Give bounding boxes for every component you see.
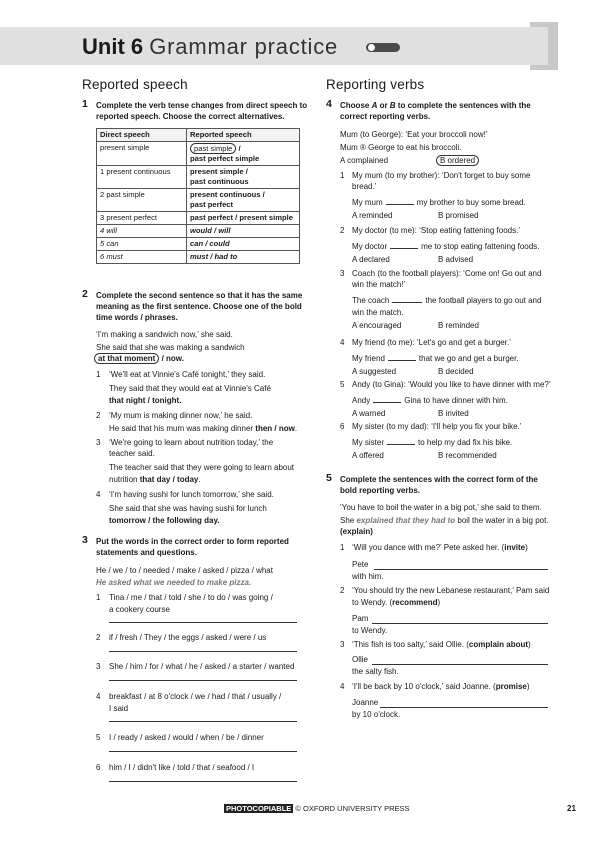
item-quote: ‘I'm having sushi for lunch tomorrow,’ she said. — [109, 490, 274, 499]
ex5-example-line: She explained that they had to boil the water in a big pot. — [340, 516, 549, 525]
item-quote: ‘We'll eat at Vinnie's Café tonight,’ they said. — [109, 370, 266, 379]
answer-line[interactable] — [374, 569, 548, 570]
level-pill-icon — [366, 43, 400, 52]
level-dot-icon — [368, 44, 375, 51]
option-a[interactable]: A reminded — [352, 211, 393, 220]
option-a[interactable]: A encouraged — [352, 321, 402, 330]
table-cell: present simple — [97, 142, 187, 166]
item-quote: Coach (to the football players): ‘Come on! Go out and — [352, 269, 542, 278]
ex3-example-words: He / we / to / needed / make / asked / pizza / what — [96, 566, 273, 575]
option-a[interactable]: A offered — [352, 451, 384, 460]
ex2-instruction: Complete the second sentence so that it has the same — [96, 291, 303, 300]
section-label: Grammar practice — [149, 34, 339, 59]
ex1-instruction: Complete the verb tense changes from direct speech to — [96, 101, 308, 110]
option-a: A complained — [340, 156, 389, 165]
item-subject: Ollie — [352, 655, 369, 664]
option-b — [436, 155, 479, 166]
footer — [224, 804, 410, 813]
table-row — [97, 251, 300, 264]
ex5-example-quote: ‘You have to boil the water in a big pot,’ she said to them. — [340, 503, 542, 512]
ex3-instruction: Put the words in the correct order to form reported — [96, 537, 289, 546]
item-sentence: They said that they would eat at Vinnie's Café — [109, 384, 271, 393]
item-quote: My sister (to my dad): ‘I'll help you fix your bike.’ — [352, 422, 522, 431]
item-sentence: My doctor me to stop eating fattening foods. — [352, 242, 540, 251]
ex2-example-line: She said that she was making a sandwich — [96, 343, 245, 352]
answer-line[interactable] — [109, 680, 297, 681]
item-number: 3 — [340, 640, 345, 649]
col-direct-speech: Direct speech — [97, 129, 187, 142]
tense-table — [96, 128, 300, 264]
item-quote: ‘Will you dance with me?’ Pete asked her. (invite) — [352, 543, 528, 552]
table-cell: 6 must — [97, 251, 187, 264]
option-b[interactable]: B invited — [438, 409, 469, 418]
item-number: 2 — [96, 633, 101, 642]
item-number: 1 — [340, 543, 345, 552]
answer-gap[interactable] — [373, 395, 401, 403]
option-b[interactable]: B promised — [438, 211, 479, 220]
item-quote-2: to Wendy. (recommend) — [352, 598, 441, 607]
item-quote: My doctor (to me): ‘Stop eating fattening foods.’ — [352, 226, 521, 235]
item-ending: the salty fish. — [352, 667, 399, 676]
ex2-example-answer: at that moment / now. — [94, 353, 184, 364]
heading-reported-speech: Reported speech — [82, 77, 188, 92]
item-number: 4 — [340, 338, 345, 347]
table-row — [97, 189, 300, 212]
copyright: © OXFORD UNIVERSITY PRESS — [295, 804, 410, 813]
item-number: 4 — [96, 692, 101, 701]
item-quote-2: win the match!’ — [352, 280, 406, 289]
table-cell: 1 present continuous — [97, 166, 187, 189]
item-quote: ‘We're going to learn about nutrition today,’ the — [109, 438, 274, 447]
item-number: 2 — [96, 411, 101, 420]
option-b[interactable]: B advised — [438, 255, 474, 264]
item-subject: Pam — [352, 614, 369, 623]
item-quote: ‘My mum is making dinner now,’ he said. — [109, 411, 253, 420]
ex3-number: 3 — [82, 534, 88, 546]
answer-line[interactable] — [380, 707, 548, 708]
table-row — [97, 212, 300, 225]
option-a[interactable]: A suggested — [352, 367, 397, 376]
item-number: 2 — [340, 226, 345, 235]
item-subject: Pete — [352, 560, 369, 569]
ex5-number: 5 — [326, 472, 332, 484]
item-sentence: My friend that we go and get a burger. — [352, 354, 519, 363]
item-words: breakfast / at 8 o'clock / we / had / that / usually / — [109, 692, 282, 701]
ex4-instruction: Choose A or B to complete the sentences with the — [340, 101, 531, 110]
item-sentence: My sister to help my dad fix his bike. — [352, 438, 513, 447]
ex1-instruction-2: reported speech. Choose the correct alternatives. — [96, 112, 285, 121]
ex2-instruction-2: meaning as the first sentence. Choose one of the bold — [96, 302, 302, 311]
item-number: 3 — [96, 438, 101, 447]
table-row — [97, 166, 300, 189]
answer-gap[interactable] — [392, 295, 422, 303]
ex5-instruction: Complete the sentences with the correct form of the — [340, 475, 538, 484]
ex4-number: 4 — [326, 98, 332, 110]
table-row — [97, 225, 300, 238]
item-words-2: I said — [109, 704, 129, 713]
item-quote: Andy (to Gina): ‘Would you like to have dinner with me?’ — [352, 380, 551, 389]
item-sentence: He said that his mum was making dinner then / now. — [109, 424, 298, 433]
ex2-instruction-3: time words / phrases. — [96, 313, 178, 322]
table-cell[interactable]: would / will — [187, 225, 300, 238]
item-number: 5 — [96, 733, 101, 742]
item-quote: ‘You should try the new Lebanese restaurant,’ Pam said — [352, 586, 550, 595]
item-sentence: The teacher said that they were going to learn about — [109, 463, 295, 472]
item-number: 5 — [340, 380, 345, 389]
option-b[interactable]: B decided — [438, 367, 474, 376]
item-number: 2 — [340, 586, 345, 595]
circled-answer: B ordered — [436, 155, 479, 166]
ex4-instruction-2: correct reporting verbs. — [340, 112, 431, 121]
item-ending: to Wendy. — [352, 626, 388, 635]
item-choice[interactable]: that night / tonight. — [109, 396, 182, 405]
ex4-example-line: Mum ® George to eat his broccoli. — [340, 143, 462, 152]
item-ending: by 10 o'clock. — [352, 710, 401, 719]
answer-line[interactable] — [109, 781, 297, 782]
heading-reporting-verbs: Reporting verbs — [326, 77, 425, 92]
answer-line[interactable] — [372, 623, 548, 624]
item-words: She / him / for / what / he / asked / a starter / wanted — [109, 662, 295, 671]
answer-line[interactable] — [109, 751, 297, 752]
item-number: 4 — [96, 490, 101, 499]
item-number: 1 — [96, 370, 101, 379]
answer-line[interactable] — [109, 622, 297, 623]
item-ending: with him. — [352, 572, 384, 581]
item-words: I / ready / asked / would / when / be / dinner — [109, 733, 264, 742]
answer-gap[interactable] — [388, 353, 416, 361]
item-quote-2: bread.’ — [352, 182, 377, 191]
ex5-example-verb: (explain) — [340, 527, 373, 536]
unit-label: Unit 6 — [82, 34, 144, 59]
item-choice[interactable]: then / now — [255, 424, 295, 433]
item-number: 1 — [340, 171, 345, 180]
col-reported-speech: Reported speech — [187, 129, 300, 142]
table-cell[interactable]: present simple / past continuous — [187, 166, 300, 189]
ex3-instruction-2: statements and questions. — [96, 548, 197, 557]
ex2-example-quote: ‘I'm making a sandwich now,’ she said. — [96, 330, 233, 339]
option-a[interactable]: A warned — [352, 409, 386, 418]
table-row — [97, 238, 300, 251]
item-words: if / fresh / They / the eggs / asked / were / us — [109, 633, 267, 642]
answer-line[interactable] — [109, 721, 297, 722]
table-cell: 3 present perfect — [97, 212, 187, 225]
item-number: 1 — [96, 593, 101, 602]
option-a[interactable]: A declared — [352, 255, 390, 264]
circled-answer: past simple — [190, 143, 236, 154]
option-b[interactable]: B reminded — [438, 321, 479, 330]
ex1-number: 1 — [82, 98, 88, 110]
table-header-row — [97, 129, 300, 142]
table-cell[interactable]: past perfect / present simple — [187, 212, 300, 225]
item-words: Tina / me / that / told / she / to do / was going / — [109, 593, 273, 602]
ex5-instruction-2: bold reporting verbs. — [340, 486, 421, 495]
photocopiable-badge: PHOTOCOPIABLE — [226, 804, 292, 813]
item-number: 6 — [96, 763, 101, 772]
table-cell[interactable]: can / could — [187, 238, 300, 251]
item-sentence: My mum my brother to buy some bread. — [352, 198, 526, 207]
ex5-example-answer: explained that they had to — [356, 516, 456, 525]
answer-gap[interactable] — [386, 197, 414, 205]
ex4-example-quote: Mum (to George): ‘Eat your broccoli now!’ — [340, 130, 488, 139]
item-number: 6 — [340, 422, 345, 431]
circled-answer: at that moment — [94, 353, 159, 364]
table-cell[interactable]: present continuous / past perfect — [187, 189, 300, 212]
item-quote: ‘I'll be back by 10 o'clock,’ said Joanne. (promise) — [352, 682, 530, 691]
item-words-2: a cookery course — [109, 605, 170, 614]
item-sentence: The coach the football players to go out and — [352, 296, 542, 305]
item-quote: My friend (to me): ‘Let's go and get a burger.’ — [352, 338, 511, 347]
item-number: 4 — [340, 682, 345, 691]
item-choice[interactable]: tomorrow / the following day. — [109, 516, 220, 525]
table-cell: 2 past simple — [97, 189, 187, 212]
item-quote-2: teacher said. — [109, 449, 155, 458]
item-sentence: Andy Gina to have dinner with him. — [352, 396, 508, 405]
table-cell: 4 will — [97, 225, 187, 238]
item-number: 3 — [340, 269, 345, 278]
item-number: 3 — [96, 662, 101, 671]
ex3-example-answer: He asked what we needed to make pizza. — [96, 578, 252, 587]
page-number: 21 — [567, 804, 576, 813]
item-subject: Joanne — [352, 698, 379, 707]
answer-gap[interactable] — [387, 437, 415, 445]
item-quote: ‘This fish is too salty,’ said Ollie. (complain about) — [352, 640, 531, 649]
table-row — [97, 142, 300, 166]
item-sentence-2: win the match. — [352, 308, 404, 317]
table-cell[interactable]: must / had to — [187, 251, 300, 264]
page-title — [82, 34, 338, 60]
answer-line[interactable] — [372, 664, 548, 665]
table-cell: 5 can — [97, 238, 187, 251]
item-words: him / I / didn't like / told / that / seafood / I — [109, 763, 255, 772]
answer-gap[interactable] — [390, 241, 418, 249]
item-quote: My mum (to my brother): ‘Don't forget to buy some — [352, 171, 531, 180]
ex2-number: 2 — [82, 288, 88, 300]
item-choice[interactable]: that day / today — [139, 475, 199, 484]
option-b[interactable]: B recommended — [438, 451, 497, 460]
item-sentence-2: nutrition that day / today. — [109, 475, 201, 484]
item-sentence: She said that she was having sushi for lunch — [109, 504, 267, 513]
answer-line[interactable] — [109, 651, 297, 652]
table-cell: past simple / past perfect simple — [187, 142, 300, 166]
